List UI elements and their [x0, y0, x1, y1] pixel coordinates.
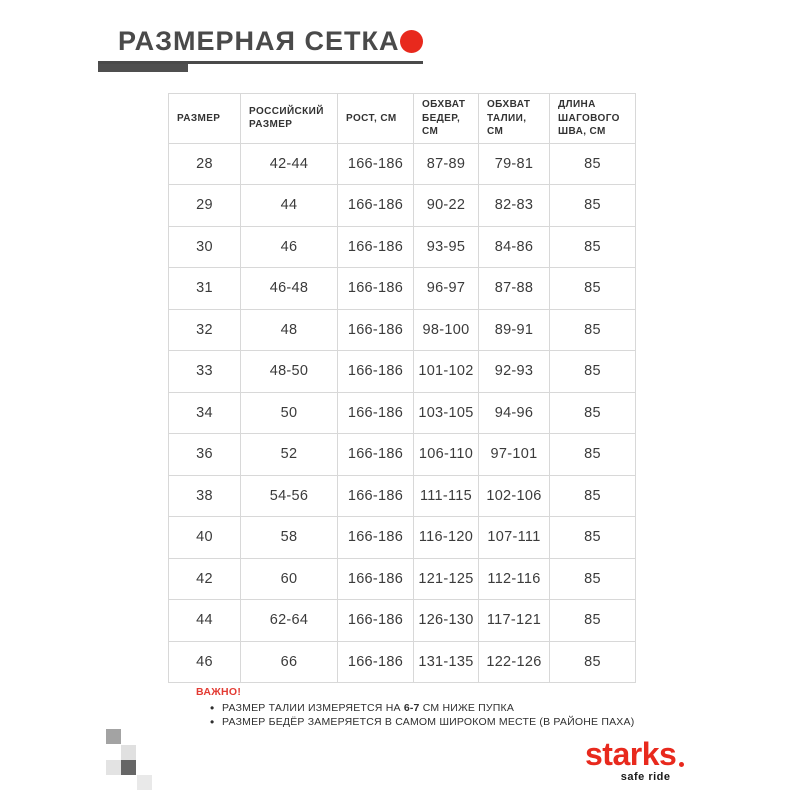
table-cell: 92-93: [479, 351, 550, 393]
table-cell: 34: [169, 392, 241, 434]
table-cell: 166-186: [338, 143, 414, 185]
important-item-bold: 6-7: [403, 702, 420, 714]
important-item-hips: [196, 715, 636, 729]
table-cell: 28: [169, 143, 241, 185]
table-cell: 122-126: [479, 641, 550, 683]
table-row: [169, 392, 636, 434]
table-row: [169, 517, 636, 559]
table-cell: 166-186: [338, 517, 414, 559]
table-cell: 126-130: [414, 600, 479, 642]
table-cell: 82-83: [479, 185, 550, 227]
starks-logo: [585, 738, 684, 783]
table-cell: 85: [550, 309, 636, 351]
table-cell: 42-44: [241, 143, 338, 185]
table-cell: 44: [241, 185, 338, 227]
table-cell: 96-97: [414, 268, 479, 310]
table-row: [169, 143, 636, 185]
table-cell: 166-186: [338, 268, 414, 310]
column-header-height: РОСТ, СМ: [338, 94, 414, 144]
gray-square-decoration: [121, 760, 136, 775]
table-cell: 166-186: [338, 475, 414, 517]
title-underline-accent: [98, 64, 188, 72]
table-row: [169, 600, 636, 642]
table-cell: 85: [550, 143, 636, 185]
gray-square-decoration: [121, 745, 136, 760]
table-cell: 85: [550, 517, 636, 559]
table-cell: 90-22: [414, 185, 479, 227]
table-cell: 85: [550, 475, 636, 517]
table-cell: 166-186: [338, 351, 414, 393]
table-cell: 106-110: [414, 434, 479, 476]
important-label: ВАЖНО!: [196, 686, 242, 698]
table-cell: 46-48: [241, 268, 338, 310]
table-cell: 46: [169, 641, 241, 683]
table-cell: 85: [550, 351, 636, 393]
table-cell: 111-115: [414, 475, 479, 517]
table-row: [169, 309, 636, 351]
table-cell: 121-125: [414, 558, 479, 600]
table-cell: 116-120: [414, 517, 479, 559]
table-cell: 89-91: [479, 309, 550, 351]
gray-square-decoration: [106, 760, 121, 775]
column-header-inseam: ДЛИНА ШАГОВОГО ШВА, СМ: [550, 94, 636, 144]
table-cell: 131-135: [414, 641, 479, 683]
table-row: [169, 558, 636, 600]
table-row: [169, 475, 636, 517]
column-header-russian-size: РОССИЙСКИЙ РАЗМЕР: [241, 94, 338, 144]
table-cell: 84-86: [479, 226, 550, 268]
table-cell: 79-81: [479, 143, 550, 185]
table-cell: 85: [550, 268, 636, 310]
logo-row: [585, 738, 684, 770]
table-cell: 117-121: [479, 600, 550, 642]
table-cell: 107-111: [479, 517, 550, 559]
table-cell: 166-186: [338, 641, 414, 683]
logo-tagline: safe ride: [620, 771, 671, 783]
table-cell: 85: [550, 226, 636, 268]
table-row: [169, 434, 636, 476]
table-cell: 36: [169, 434, 241, 476]
logo-period-icon: [679, 762, 684, 767]
table-cell: 54-56: [241, 475, 338, 517]
table-row: [169, 641, 636, 683]
table-cell: 52: [241, 434, 338, 476]
table-cell: 87-89: [414, 143, 479, 185]
table-cell: 33: [169, 351, 241, 393]
table-cell: 166-186: [338, 226, 414, 268]
important-item-text: СМ НИЖЕ ПУПКА: [419, 702, 515, 714]
table-cell: 166-186: [338, 434, 414, 476]
table-cell: 32: [169, 309, 241, 351]
table-cell: 85: [550, 392, 636, 434]
important-item-waist: [196, 701, 636, 715]
important-note: [196, 686, 636, 729]
important-item-text: РАЗМЕР ТАЛИИ ИЗМЕРЯЕТСЯ НА: [222, 702, 404, 714]
table-cell: 87-88: [479, 268, 550, 310]
table-cell: 50: [241, 392, 338, 434]
table-cell: 31: [169, 268, 241, 310]
gray-square-decoration: [137, 775, 152, 790]
important-item-text: РАЗМЕР БЕДЁР ЗАМЕРЯЕТСЯ В САМОМ ШИРОКОМ МЕСТЕ (В РАЙОНЕ ПАХА): [222, 716, 635, 728]
table-cell: 102-106: [479, 475, 550, 517]
gray-square-decoration: [106, 729, 121, 744]
table-header: [169, 94, 636, 144]
important-list: [196, 701, 636, 729]
table-row: [169, 268, 636, 310]
table-cell: 166-186: [338, 392, 414, 434]
table-cell: 93-95: [414, 226, 479, 268]
logo-text: starks: [585, 736, 677, 772]
table-cell: 166-186: [338, 185, 414, 227]
table-cell: 42: [169, 558, 241, 600]
table-cell: 85: [550, 641, 636, 683]
table-row: [169, 351, 636, 393]
table-cell: 46: [241, 226, 338, 268]
red-dot-icon: [400, 30, 423, 53]
column-header-hips: ОБХВАТ БЕДЕР, СМ: [414, 94, 479, 144]
table-cell: 101-102: [414, 351, 479, 393]
table-cell: 58: [241, 517, 338, 559]
table-cell: 166-186: [338, 309, 414, 351]
table-cell: 112-116: [479, 558, 550, 600]
table-cell: 38: [169, 475, 241, 517]
table-cell: 40: [169, 517, 241, 559]
page-header: [98, 27, 423, 72]
table-cell: 166-186: [338, 600, 414, 642]
table-cell: 66: [241, 641, 338, 683]
table-cell: 85: [550, 600, 636, 642]
table-body: [169, 143, 636, 683]
table-cell: 29: [169, 185, 241, 227]
table-cell: 97-101: [479, 434, 550, 476]
table-cell: 44: [169, 600, 241, 642]
table-cell: 85: [550, 434, 636, 476]
table-cell: 103-105: [414, 392, 479, 434]
column-header-waist: ОБХВАТ ТАЛИИ, СМ: [479, 94, 550, 144]
table-cell: 30: [169, 226, 241, 268]
table-cell: 48: [241, 309, 338, 351]
column-header-size: РАЗМЕР: [169, 94, 241, 144]
title-row: [98, 27, 423, 57]
table-cell: 60: [241, 558, 338, 600]
table-cell: 94-96: [479, 392, 550, 434]
table-cell: 85: [550, 558, 636, 600]
table-cell: 98-100: [414, 309, 479, 351]
table-cell: 166-186: [338, 558, 414, 600]
table-row: [169, 226, 636, 268]
table-row: [169, 185, 636, 227]
table-cell: 62-64: [241, 600, 338, 642]
table-cell: 85: [550, 185, 636, 227]
size-table: [168, 93, 636, 683]
table-header-row: [169, 94, 636, 144]
table-cell: 48-50: [241, 351, 338, 393]
page-title: РАЗМЕРНАЯ СЕТКА: [118, 26, 400, 56]
